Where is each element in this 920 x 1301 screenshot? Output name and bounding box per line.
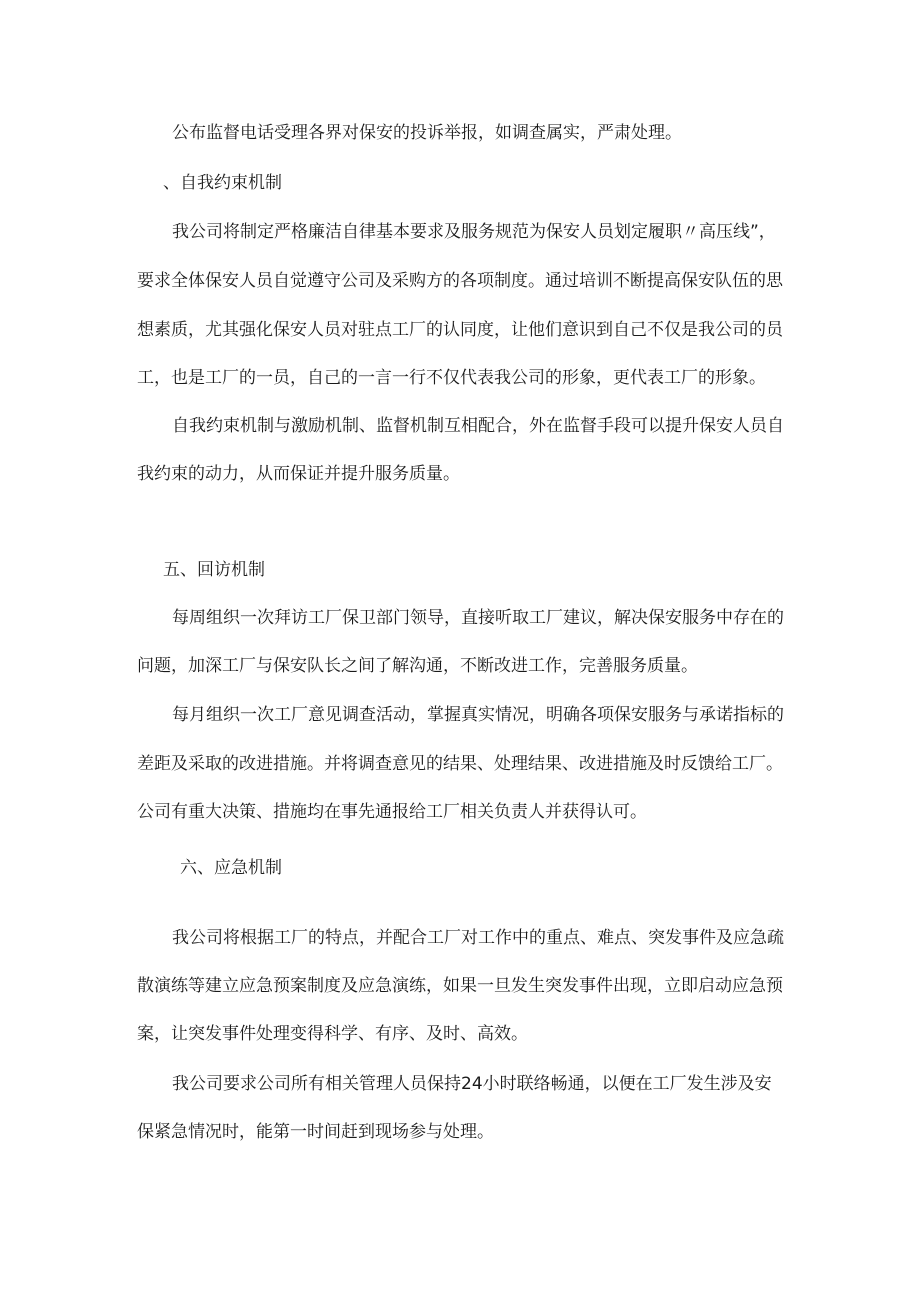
paragraph-line: 每周组织一次拜访工厂保卫部门领导，直接听取工厂建议，解决保安服务中存在的 — [172, 608, 784, 628]
paragraph-line: 想素质，尤其强化保安人员对驻点工厂的认同度，让他们意识到自己不仅是我公司的员 — [137, 320, 783, 340]
paragraph-line: 案，让突发事件处理变得科学、有序、及时、高效。 — [137, 1024, 528, 1044]
paragraph-line: 公布监督电话受理各界对保安的投诉举报，如调查属实，严肃处理。 — [172, 123, 682, 143]
paragraph-line: 问题，加深工厂与保安队长之间了解沟通，不断改进工作，完善服务质量。 — [137, 656, 698, 676]
paragraph-line: 工，也是工厂的一员，自己的一言一行不仅代表我公司的形象，更代表工厂的形象。 — [137, 368, 766, 388]
paragraph-line: 自我约束机制与激励机制、监督机制互相配合，外在监督手段可以提升保安人员自 — [172, 416, 784, 436]
paragraph-line: 我公司要求公司所有相关管理人员保持24小时联络畅通，以便在工厂发生涉及安 — [172, 1074, 772, 1094]
paragraph-line: 要求全体保安人员自觉遵守公司及采购方的各项制度。通过培训不断提高保安队伍的思 — [137, 271, 783, 291]
section-heading-self-discipline: 、自我约束机制 — [163, 173, 282, 193]
paragraph-line: 我公司将根据工厂的特点，并配合工厂对工作中的重点、难点、突发事件及应急疏 — [172, 928, 784, 948]
paragraph-line: 我约束的动力，从而保证并提升服务质量。 — [137, 464, 460, 484]
paragraph-line: 差距及采取的改进措施。并将调查意见的结果、处理结果、改进措施及时反馈给工厂。 — [137, 754, 783, 774]
paragraph-line: 散演练等建立应急预案制度及应急演练，如果一旦发生突发事件出现，立即启动应急预 — [137, 976, 783, 996]
paragraph-line: 我公司将制定严格廉洁自律基本要求及服务规范为保安人员划定履职〃高压线”， — [172, 222, 776, 242]
paragraph-line: 保紧急情况时，能第一时间赶到现场参与处理。 — [137, 1122, 494, 1142]
paragraph-line: 公司有重大决策、措施均在事先通报给工厂相关负责人并获得认可。 — [137, 802, 647, 822]
section-heading-emergency: 六、应急机制 — [180, 858, 282, 878]
paragraph-line: 每月组织一次工厂意见调查活动，掌握真实情况，明确各项保安服务与承诺指标的 — [172, 705, 784, 725]
section-heading-revisit: 五、回访机制 — [163, 560, 265, 580]
